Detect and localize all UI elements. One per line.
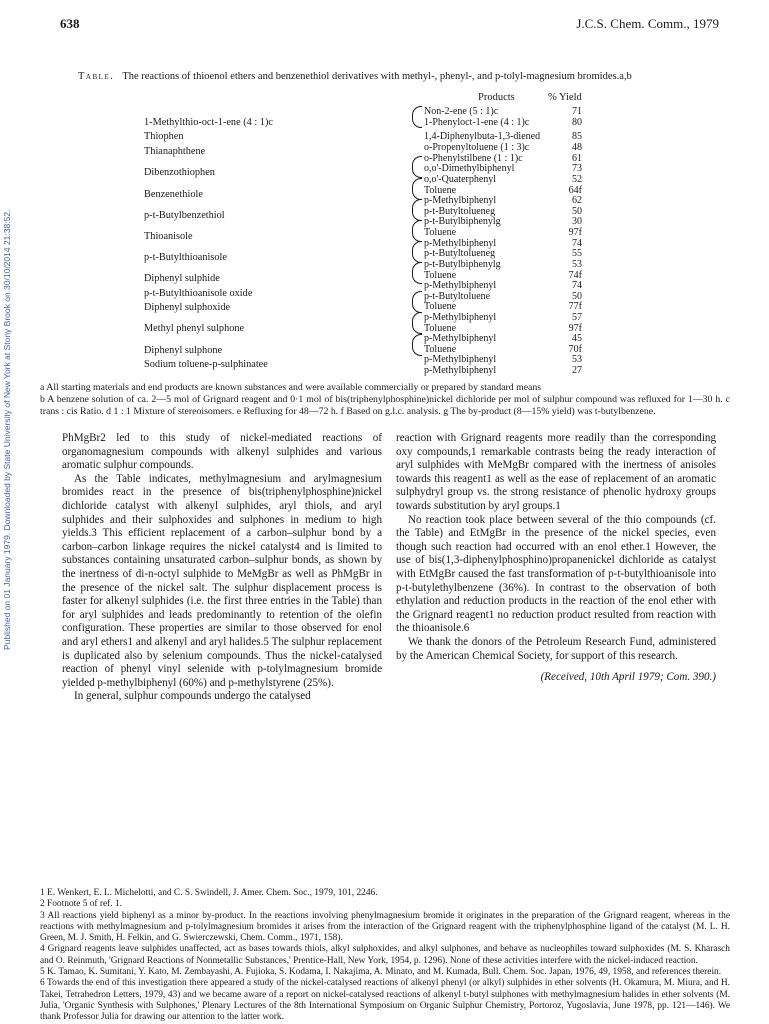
yield-value: 73 [572,163,582,174]
yield-column-header: % Yield [548,92,582,103]
compound-entry: 1-Methylthio-oct-1-ene (4 : 1)c [144,117,273,128]
products-column-header: Products [478,92,515,103]
reference-item: 4 Grignard reagents leave sulphides unaffected, act as bases towards thiols, alkyl sulphoxides, and alkyl sulphones, and behave as nucleophiles toward sulphoxides (M. S. Kharasch and O. Reinmuth, 'Grignard Reactions of Nonmetallic Substances,' Prentice-Hall, New York, 1954, p. 1296). None of these activities interfere with the nickel-induced reaction. [40,944,730,966]
product-entry: o,o'-Quaterphenyl [424,174,497,185]
product-entry: p-t-Butylbiphenylg [424,216,501,227]
product-entry: Toluene [424,301,457,312]
product-group-brace [412,241,422,263]
product-group-brace [412,156,422,178]
compound-entry: p-t-Butylbenzethiol [144,210,225,221]
compound-entry: Methyl phenyl sulphone [144,323,245,334]
yield-value: 53 [572,259,582,270]
product-entry: p-t-Butyltoluene [424,291,491,302]
body-paragraph: PhMgBr2 led to this study of nickel-mediated reactions of organomagnesium compounds with alkenyl sulphides and various aromatic sulphur compounds. [62,432,382,472]
yield-value: 71 [572,106,582,117]
table-footnotes [40,382,730,418]
yield-value: 53 [572,354,582,365]
yield-value: 62 [572,195,582,206]
product-group-brace [412,220,422,242]
table-footnote: b A benzene solution of ca. 2—5 mol of Grignard reagent and 0·1 mol of bis(triphenylphosphine)nickel dichloride per mol of sulphur compound was refluxed for 1—30 h. c trans : cis Ratio. d 1 : 1 Mixture of stereoisomers. e Refluxing for 48—72 h. f Based on g.l.c. analysis. g The by-product (8—15% yield) was t-butylbenzene. [40,394,730,417]
product-entry: p-t-Butyltolueneg [424,248,496,259]
product-entry: p-Methylbiphenyl [424,195,497,206]
yield-value: 97f [568,227,582,238]
compound-entry: Diphenyl sulphoxide [144,302,231,313]
journal-header: J.C.S. Chem. Comm., 1979 [576,16,719,31]
yield-value: 74 [572,238,582,249]
body-paragraph: No reaction took place between several of the thio compounds (cf. the Table) and EtMgBr in the presence of the nickel species, even though such reaction had occurred with an enol ether.1 However, the use of bis(1,3-diphenylphosphino)propanenickel dichloride as catalyst with EtMgBr caused the fast transformation of p-t-butylthioanisole into p-t-butylethylbenzene (36%). In contrast to the observation of both ethylation and reduction products in the reaction of the enol ether with the Grignard reagent1 no reduction product resulted from reaction with the thioanisole.6 [396,513,716,635]
page-number: 638 [60,16,80,31]
yield-value: 48 [572,142,582,153]
body-column-left [62,432,382,704]
product-entry: o-Phenylstilbene (1 : 1)c [424,153,523,164]
yield-value: 70f [568,344,582,355]
compound-entry: Sodium toluene-p-sulphinatee [144,359,268,370]
yield-value: 27 [572,365,582,376]
download-watermark[interactable]: Published on 01 January 1979. Downloaded by State University of New York at Stony Brook on 30/10/2014 21:38:52. [2,209,12,651]
body-paragraph: In general, sulphur compounds undergo the catalysed [74,690,311,703]
yield-value: 97f [568,323,582,334]
body-paragraph: reaction with Grignard reagents more readily than the corresponding oxy compounds,1 remarkable contrasts being the ready interaction of aryl sulphides with MeMgBr compared with the inertness of anisoles towards this reagent1 as well as the ease of replacement of an aromatic sulphydryl group vs. the strong resistance of phenolic hydroxy groups towards substitution by aryl groups.1 [396,432,716,512]
compound-entry: Benzenethiole [144,189,203,200]
references [40,888,730,1024]
product-entry: p-t-Butylbiphenylg [424,259,501,270]
yield-value: 74 [572,280,582,291]
product-entry: Toluene [424,344,457,355]
yield-value: 50 [572,291,582,302]
yield-value: 61 [572,153,582,164]
body-column-right [396,432,716,685]
acknowledgement: We thank the donors of the Petroleum Research Fund, administered by the American Chemical Society, for support of this research. [396,635,716,662]
yield-value: 64f [568,185,582,196]
table-caption [78,71,728,82]
reference-item: 1 E. Wenkert, E. L. Michelotti, and C. S. Swindell, J. Amer. Chem. Soc., 1979, 101, 2246. [40,888,378,898]
compound-entry: Diphenyl sulphide [144,273,220,284]
yield-value: 57 [572,312,582,323]
product-group-brace [412,199,422,221]
reference-item: 3 All reactions yield biphenyl as a minor by-product. In the reactions involving phenylmagnesium bromide it originates in the preparation of the Grignard reagent, whereas in the reactions with methylmagnesium and p-tolylmagnesium bromides it arises from the interaction of the Grignard reagent with the triphenylphosphine ligand of the catalyst (M. L. H. Green, M. J. Smith, H. Felkin, and G. Swierczewski, Chem. Comm., 1971, 158). [40,910,730,944]
yield-value: 85 [572,131,582,142]
product-entry: p-Methylbiphenyl [424,365,497,376]
yield-value: 74f [568,270,582,281]
product-entry: 1,4-Diphenylbuta-1,3-diened [424,131,541,142]
yield-value: 55 [572,248,582,259]
product-entry: o,o'-Dimethylbiphenyl [424,163,515,174]
product-entry: Toluene [424,227,457,238]
compound-entry: Thianaphthene [144,146,206,157]
compound-entry: p-t-Butylthioanisole [144,252,227,263]
yield-value: 50 [572,206,582,217]
table-label: Table. [78,71,115,82]
yield-value: 45 [572,333,582,344]
product-entry: 1-Phenyloct-1-ene (4 : 1)c [424,117,530,128]
product-entry: p-Methylbiphenyl [424,312,497,323]
reference-item: 5 K. Tamao, K. Sumitani, Y. Kato, M. Zembayashi, A. Fujioka, S. Kodama, I. Nakajima, A. Minato, and M. Kumada, Bull. Chem. Soc. Japan, 1976, 49, 1958, and references therein. [40,967,722,978]
product-group-brace [412,334,422,356]
product-entry: Toluene [424,185,457,196]
product-entry: Non-2-ene (5 : 1)c [424,106,499,117]
product-group-brace [412,312,422,334]
product-group-brace [412,178,422,200]
received-date: (Received, 10th April 1979; Com. 390.) [540,671,716,684]
table-caption-text: The reactions of thioenol ethers and benzenethiol derivatives with methyl-, phenyl-, and p-tolyl-magnesium bromides.a,b [122,71,632,82]
product-entry: p-Methylbiphenyl [424,354,497,365]
product-entry: p-t-Butyltolueneg [424,206,496,217]
compound-entry: Thioanisole [144,231,193,242]
yield-value: 77f [568,301,582,312]
compound-entry: p-t-Butylthioanisole oxide [144,288,253,299]
product-entry: Toluene [424,323,457,334]
yield-value: 80 [572,117,582,128]
product-group-brace [412,262,422,284]
compound-entry: Diphenyl sulphone [144,345,223,356]
reference-item: 2 Footnote 5 of ref. 1. [40,899,123,910]
yield-value: 30 [572,216,582,227]
product-entry: o-Propenyltoluene (1 : 3)c [424,142,530,153]
compound-entry: Thiophen [144,131,184,142]
product-entry: p-Methylbiphenyl [424,333,497,344]
product-entry: p-Methylbiphenyl [424,280,497,291]
product-entry: Toluene [424,270,457,281]
yield-value: 52 [572,174,582,185]
product-group-brace [412,106,422,128]
body-paragraph: As the Table indicates, methylmagnesium and arylmagnesium bromides react in the presence of bis(triphenylphosphine)nickel dichloride catalyst with alkenyl sulphides, aryl thiols, and aryl sulphides and their sulphoxides and sulphones in medium to high yields.3 This efficient replacement of a carbon–sulphur bond by a carbon–carbon linkage requires the nickel catalyst4 and is limited to substances containing unsaturated carbon–sulphur bonds, as shown by the inertness of di-n-octyl sulphide to MeMgBr as well as PhMgBr in the presence of the nickel salt. The sulphur displacement process is faster for alkenyl sulphides (i.e. the first three entries in the Table) than for aryl sulphides and leads predominantly to retention of the olefin configuration. These properties are similar to those observed for enol and aryl ethers1 and alkenyl and aryl halides.5 The sulphur replacement is duplicated also by selenium compounds. Thus the nickel-catalysed reaction of phenyl vinyl selenide with p-tolylmagnesium bromide yielded p-methylbiphenyl (60%) and p-methylstyrene (25%). [62,472,382,689]
reference-item: 6 Towards the end of this investigation there appeared a study of the nickel-catalysed reactions of alkenyl phenyl (or alkyl) sulphides in ether solvents (H. Okamura, M. Miura, and H. Takei, Tetrahedron Letters, 1979, 43) and we became aware of a report on nickel-catalysed reactions of alkenyl t-butyl sulphones with methylmagnesium halides in ether solvents (M. Julia, 'Organic Synthesis with Sulphones,' Plenary Lectures of the 8th International Symposium on Organic Sulphur Chemistry, Portoroz, Yugoslavia, June 1978, pp. 121—146). We thank Professor Julia for drawing our attention to the latter work. [40,978,730,1023]
compound-entry: Dibenzothiophen [144,167,215,178]
product-group-brace [412,291,422,313]
product-entry: p-Methylbiphenyl [424,238,497,249]
table-footnote: a All starting materials and end products are known substances and were available commercially or prepared by standard means [40,382,542,393]
